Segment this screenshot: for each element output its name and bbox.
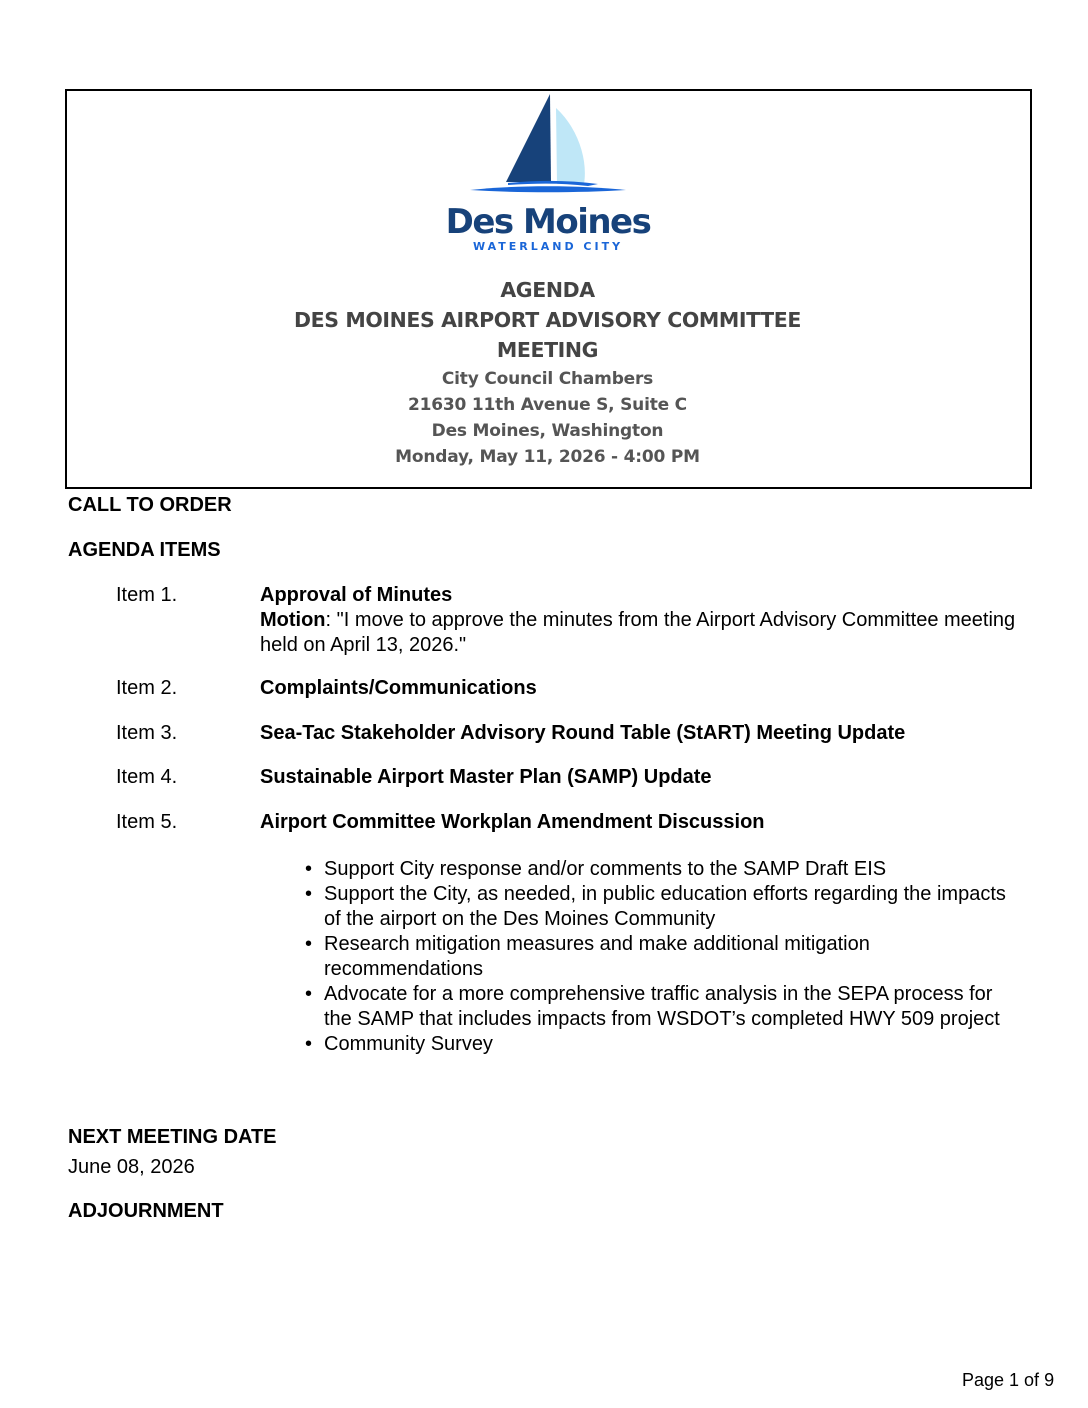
next-meeting-heading: NEXT MEETING DATE bbox=[68, 1126, 277, 1148]
motion-text: : "I move to approve the minutes from the Airport Advisory Committee meeting held on April 13, 2026." bbox=[260, 609, 1016, 656]
item-4-label: Item 4. bbox=[116, 766, 178, 788]
des-moines-logo bbox=[438, 90, 658, 258]
list-item: • Community Survey bbox=[305, 1033, 493, 1055]
item-5-title: Airport Committee Workplan Amendment Discussion bbox=[260, 811, 765, 833]
bullet-icon: • bbox=[305, 1033, 313, 1055]
item-1-title: Approval of Minutes bbox=[260, 584, 453, 606]
bullet-icon: • bbox=[305, 983, 313, 1005]
motion-label: Motion bbox=[260, 609, 326, 631]
page-number: Page 1 of 9 bbox=[962, 1370, 1055, 1390]
item-2-label: Item 2. bbox=[116, 677, 178, 699]
logo-tagline: WATERLAND CITY bbox=[472, 240, 624, 253]
header-location: City Council Chambers bbox=[441, 369, 654, 389]
header-meeting: MEETING bbox=[496, 338, 599, 362]
call-to-order-heading: CALL TO ORDER bbox=[68, 494, 232, 516]
bullet-icon: • bbox=[305, 933, 313, 955]
item-2-title: Complaints/Communications bbox=[260, 677, 537, 699]
item-1-label: Item 1. bbox=[116, 584, 178, 606]
item-3-label: Item 3. bbox=[116, 722, 178, 744]
list-item: • Support City response and/or comments to the SAMP Draft EIS bbox=[305, 858, 887, 880]
list-item: • Support the City, as needed, in public education efforts regarding the impacts of the airport on the Des Moines Community bbox=[305, 883, 1006, 930]
item-5-label: Item 5. bbox=[116, 811, 178, 833]
list-item: • Research mitigation measures and make additional mitigation recommendations bbox=[305, 933, 870, 980]
workplan-bullet-list bbox=[303, 857, 1023, 1057]
next-meeting-date: June 08, 2026 bbox=[68, 1156, 195, 1178]
list-item: • Advocate for a more comprehensive traffic analysis in the SEPA process for the SAMP that includes impacts from WSDOT’s completed HWY 509 project bbox=[305, 983, 1000, 1030]
header-committee: DES MOINES AIRPORT ADVISORY COMMITTEE bbox=[294, 308, 801, 332]
item-3-title: Sea-Tac Stakeholder Advisory Round Table (StART) Meeting Update bbox=[260, 722, 906, 744]
bullet-icon: • bbox=[305, 883, 313, 905]
item-4-title: Sustainable Airport Master Plan (SAMP) Update bbox=[260, 766, 712, 788]
header-datetime: Monday, May 11, 2026 - 4:00 PM bbox=[395, 447, 700, 467]
header-address: 21630 11th Avenue S, Suite C bbox=[408, 395, 687, 415]
sailboat-icon bbox=[438, 90, 658, 200]
logo-wordmark: Des Moines bbox=[445, 202, 651, 242]
item-1-motion bbox=[260, 608, 1030, 658]
header-city: Des Moines, Washington bbox=[431, 421, 664, 441]
agenda-items-heading: AGENDA ITEMS bbox=[68, 539, 221, 561]
adjournment-heading: ADJOURNMENT bbox=[68, 1200, 224, 1222]
header-agenda: AGENDA bbox=[500, 278, 595, 302]
bullet-icon: • bbox=[305, 858, 313, 880]
